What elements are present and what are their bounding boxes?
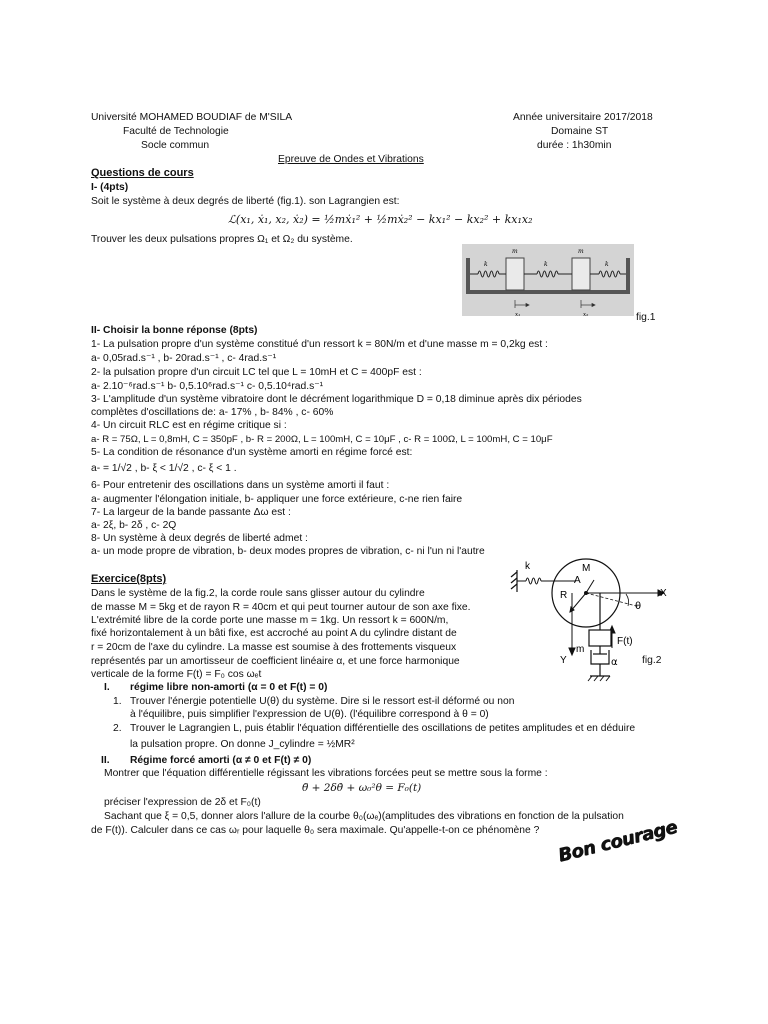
part2-line-12: 7- La largeur de la bande passante Δω est : <box>91 507 291 518</box>
domain-label: Domaine ST <box>551 126 609 137</box>
fig2-alpha-label: α <box>611 657 618 668</box>
exercice-paragraph-2: L'extrémité libre de la corde porte une masse m = 1kg. Un ressort k = 600N/m, <box>91 615 449 626</box>
fig2-ground <box>588 676 610 681</box>
fig2-spring <box>517 578 576 584</box>
fig1-x1-label: x₁ <box>515 312 521 318</box>
fig1-k-label-3: k <box>605 261 609 268</box>
forced-intro: Montrer que l'équation différentielle régissant les vibrations forcées peut se mettre sous la forme : <box>104 768 548 779</box>
fig2-damper <box>590 646 610 676</box>
part1-question: Trouver les deux pulsations propres Ω₁ et Ω₂ du système. <box>91 234 353 245</box>
fig2-m-label: m <box>576 644 585 655</box>
part1-intro: Soit le système à deux degrés de liberté (fig.1). son Lagrangien est: <box>91 196 400 207</box>
part2-line-14: 8- Un système à deux degrés de liberté admet : <box>91 533 308 544</box>
section1-title: régime libre non-amorti (α = 0 et F(t) = 0) <box>130 682 328 693</box>
part2-line-9: a- = 1/√2 , b- ξ < 1/√2 , c- ξ < 1 . <box>91 463 237 474</box>
fig2-theta-arc <box>626 594 629 606</box>
fig2-A-label: A <box>574 575 581 586</box>
exam-title: Epreuve de Ondes et Vibrations <box>278 154 424 165</box>
fig2-caption: fig.2 <box>642 655 662 666</box>
exercice-paragraph-6: verticale de la forme F(t) = F₀ cos ωₑt <box>91 669 262 680</box>
q2-line-0: Trouver le Lagrangien L, puis établir l'équation différentielle des oscillations de petites amplitudes et en déduire <box>130 723 636 734</box>
q1-line-1: à l'équilibre, puis simplifier l'expression de U(θ). (l'équilibre correspond à θ = 0) <box>130 709 489 720</box>
part2-line-11: a- augmenter l'élongation initiale, b- appliquer une force extérieure, c-ne rien faire <box>91 494 463 505</box>
part2-line-1: a- 0,05rad.s⁻¹ , b- 20rad.s⁻¹ , c- 4rad.s⁻¹ <box>91 353 277 364</box>
fig1-m-label-2: m <box>578 248 584 255</box>
part2-line-15: a- un mode propre de vibration, b- deux modes propres de vibration, c- ni l'un ni l'autre <box>91 546 485 557</box>
fig2-X-label: X <box>660 588 667 599</box>
fig1-background <box>462 244 634 316</box>
fig2-theta-label: θ <box>635 601 642 612</box>
faculty-name: Faculté de Technologie <box>123 126 229 137</box>
part2-label: II- Choisir la bonne réponse (8pts) <box>91 325 258 336</box>
academic-year: Année universitaire 2017/2018 <box>513 112 653 123</box>
exercice-paragraph-5: représentés par un amortisseur de coefficient linéaire α, et une force harmonique <box>91 656 460 667</box>
fig2-wall <box>511 570 517 592</box>
cours-heading: Questions de cours <box>91 167 194 179</box>
fig2-y-axis <box>569 593 575 655</box>
exam-duration: durée : 1h30min <box>537 140 612 151</box>
exercice-paragraph-0: Dans le système de la fig.2, la corde roule sans glisser autour du cylindre <box>91 588 425 599</box>
fig1-mass-1 <box>506 258 524 290</box>
exercice-paragraph-4: r = 20cm de l'axe du cylindre. La masse est soumise à des frottements visqueux <box>91 642 457 653</box>
part2-line-5: complètes d'oscillations de: a- 17% , b- 84% , c- 60% <box>91 407 334 418</box>
fig2-k-label: k <box>525 561 530 572</box>
exercice-paragraph-1: de masse M = 5kg et de rayon R = 40cm et qui peut tourner autour de son axe fixe. <box>91 602 471 613</box>
fig1-x2-label: x₂ <box>583 312 589 318</box>
fig1-m-label-1: m <box>512 248 518 255</box>
fig2-x-axis <box>586 590 664 596</box>
part2-line-4: 3- L'amplitude d'un système vibratoire dont le décrément logarithmique D = 0,18 diminue après dix périodes <box>91 394 582 405</box>
part2-line-7: a- R = 75Ω, L = 0,8mH, C = 350pF , b- R = 200Ω, L = 100mH, C = 10μF , c- R = 100Ω, L = 100mH, C = 10μF <box>91 434 553 445</box>
fig2-mass <box>589 630 611 646</box>
exercice-paragraph-3: fixé horizontalement à un bâti fixe, est accroché au point A du cylindre distant de <box>91 628 457 639</box>
part2-line-8: 5- La condition de résonance d'un système amorti en régime forcé est: <box>91 447 413 458</box>
bon-courage-signoff: Bon courage <box>556 816 680 867</box>
fig1-caption: fig.1 <box>636 312 656 323</box>
fig1-left-wall <box>466 258 470 292</box>
section2-number: II. <box>101 755 110 766</box>
q2-line-1: la pulsation propre. On donne J_cylindre = ½MR² <box>130 739 355 750</box>
fig1-mass-2 <box>572 258 590 290</box>
fig2-theta-line <box>586 593 640 607</box>
precise-line: préciser l'expression de 2δ et F₀(t) <box>104 797 261 808</box>
fig2-Y-label: Y <box>560 655 567 666</box>
final-line-0: Sachant que ξ = 0,5, donner alors l'allure de la courbe θ₀(ωₑ)(amplitudes des vibrations en fonction de la pulsation <box>104 811 624 822</box>
part2-line-6: 4- Un circuit RLC est en régime critique si : <box>91 420 287 431</box>
section2-title: Régime forcé amorti (α ≠ 0 et F(t) ≠ 0) <box>130 755 312 766</box>
q2-number: 2. <box>113 723 122 734</box>
lagrangian-equation: ℒ(x₁, ẋ₁, x₂, ẋ₂) = ½mẋ₁² + ½mẋ₂² − kx₁² − kx₂² + kx₁x₂ <box>228 213 533 226</box>
socle-commun: Socle commun <box>141 140 210 151</box>
fig2-M-label: M <box>582 563 591 574</box>
final-line-1: de F(t)). Calculer dans ce cas ωᵣ pour laquelle θ₀ sera maximale. Qu'appelle-t-on ce phénomène ? <box>91 825 540 836</box>
part1-label: I- (4pts) <box>91 182 129 193</box>
q1-number: 1. <box>113 696 122 707</box>
fig2-Ft-label: F(t) <box>617 636 633 647</box>
fig1-diagram <box>462 244 634 316</box>
fig2-R-label: R <box>560 590 568 601</box>
exercice-heading: Exercice(8pts) <box>91 573 167 585</box>
part2-line-13: a- 2ξ, b- 2δ , c- 2Q <box>91 520 177 531</box>
fig2-diagram <box>500 560 680 690</box>
fig1-k-label-1: k <box>484 261 488 268</box>
part2-line-0: 1- La pulsation propre d'un système constitué d'un ressort k = 80N/m et d'une masse m = 0,2kg est : <box>91 339 548 350</box>
part2-line-10: 6- Pour entretenir des oscillations dans un système amorti il faut : <box>91 480 390 491</box>
fig1-right-wall <box>626 258 630 292</box>
fig1-floor <box>466 290 630 294</box>
part2-line-2: 2- la pulsation propre d'un circuit LC tel que L = 10mH et C = 400pF est : <box>91 367 422 378</box>
section1-number: I. <box>104 682 110 693</box>
fig1-k-label-2: k <box>544 261 548 268</box>
forced-equation: θ̈ + 2δθ̇ + ω₀²θ = F₀(t) <box>302 782 422 794</box>
university-name: Université MOHAMED BOUDIAF de M'SILA <box>91 112 293 123</box>
part2-line-3: a- 2.10⁻⁶rad.s⁻¹ b- 0,5.10⁶rad.s⁻¹ c- 0,5.10⁴rad.s⁻¹ <box>91 381 324 392</box>
q1-line-0: Trouver l'énergie potentielle U(θ) du système. Dire si le ressort est-il déformé ou non <box>130 696 515 707</box>
